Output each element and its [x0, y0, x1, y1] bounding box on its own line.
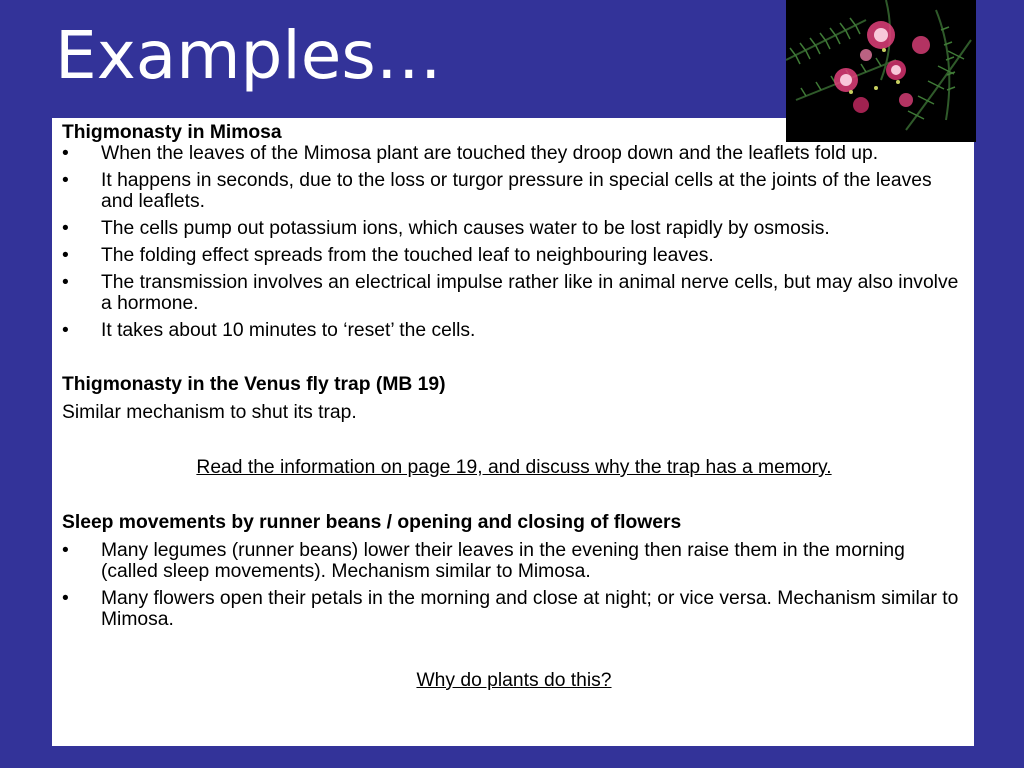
- bullet-icon: •: [62, 143, 69, 164]
- list-item: [62, 588, 966, 630]
- mimosa-bullet-list: [62, 143, 966, 341]
- bullet-icon: •: [62, 588, 69, 609]
- list-item-text: It takes about 10 minutes to ‘reset’ the cells.: [101, 320, 476, 341]
- list-item: [62, 540, 966, 582]
- bullet-icon: •: [62, 540, 69, 561]
- list-item-text: The folding effect spreads from the touched leaf to neighbouring leaves.: [101, 245, 714, 266]
- mimosa-flower-photo-icon: [786, 0, 976, 142]
- list-item: [62, 143, 966, 164]
- list-item-text: The cells pump out potassium ions, which causes water to be lost rapidly by osmosis.: [101, 218, 830, 239]
- list-item-text: Many legumes (runner beans) lower their leaves in the evening then raise them in the morning (called sleep movements). Mechanism similar to Mimosa.: [101, 540, 905, 582]
- list-item-text: The transmission involves an electrical impulse rather like in animal nerve cells, but may also involve a hormone.: [101, 272, 959, 314]
- list-item-text: Many flowers open their petals in the morning and close at night; or vice versa. Mechanism similar to Mimosa.: [101, 588, 959, 630]
- section-heading-mimosa: Thigmonasty in Mimosa: [62, 122, 282, 143]
- list-item: [62, 320, 966, 341]
- section-heading-venus: Thigmonasty in the Venus fly trap (MB 19): [62, 374, 446, 395]
- list-item: [62, 245, 966, 266]
- bullet-icon: •: [62, 170, 69, 191]
- bullet-icon: •: [62, 320, 69, 341]
- slide-title: Examples…: [55, 17, 442, 94]
- closing-question: Why do plants do this?: [416, 670, 612, 691]
- task-instruction: Read the information on page 19, and discuss why the trap has a memory.: [196, 457, 832, 478]
- venus-description: Similar mechanism to shut its trap.: [62, 402, 357, 423]
- list-item-text: It happens in seconds, due to the loss or turgor pressure in special cells at the joints of the leaves and leaflets.: [101, 170, 932, 212]
- bullet-icon: •: [62, 245, 69, 266]
- section-heading-sleep: Sleep movements by runner beans / opening and closing of flowers: [62, 512, 682, 533]
- content-panel: [52, 118, 974, 746]
- bullet-icon: •: [62, 272, 69, 293]
- list-item-text: When the leaves of the Mimosa plant are touched they droop down and the leaflets fold up.: [101, 143, 879, 164]
- list-item: [62, 272, 966, 314]
- sleep-bullet-list: [62, 540, 966, 630]
- list-item: [62, 218, 966, 239]
- bullet-icon: •: [62, 218, 69, 239]
- list-item: [62, 170, 966, 212]
